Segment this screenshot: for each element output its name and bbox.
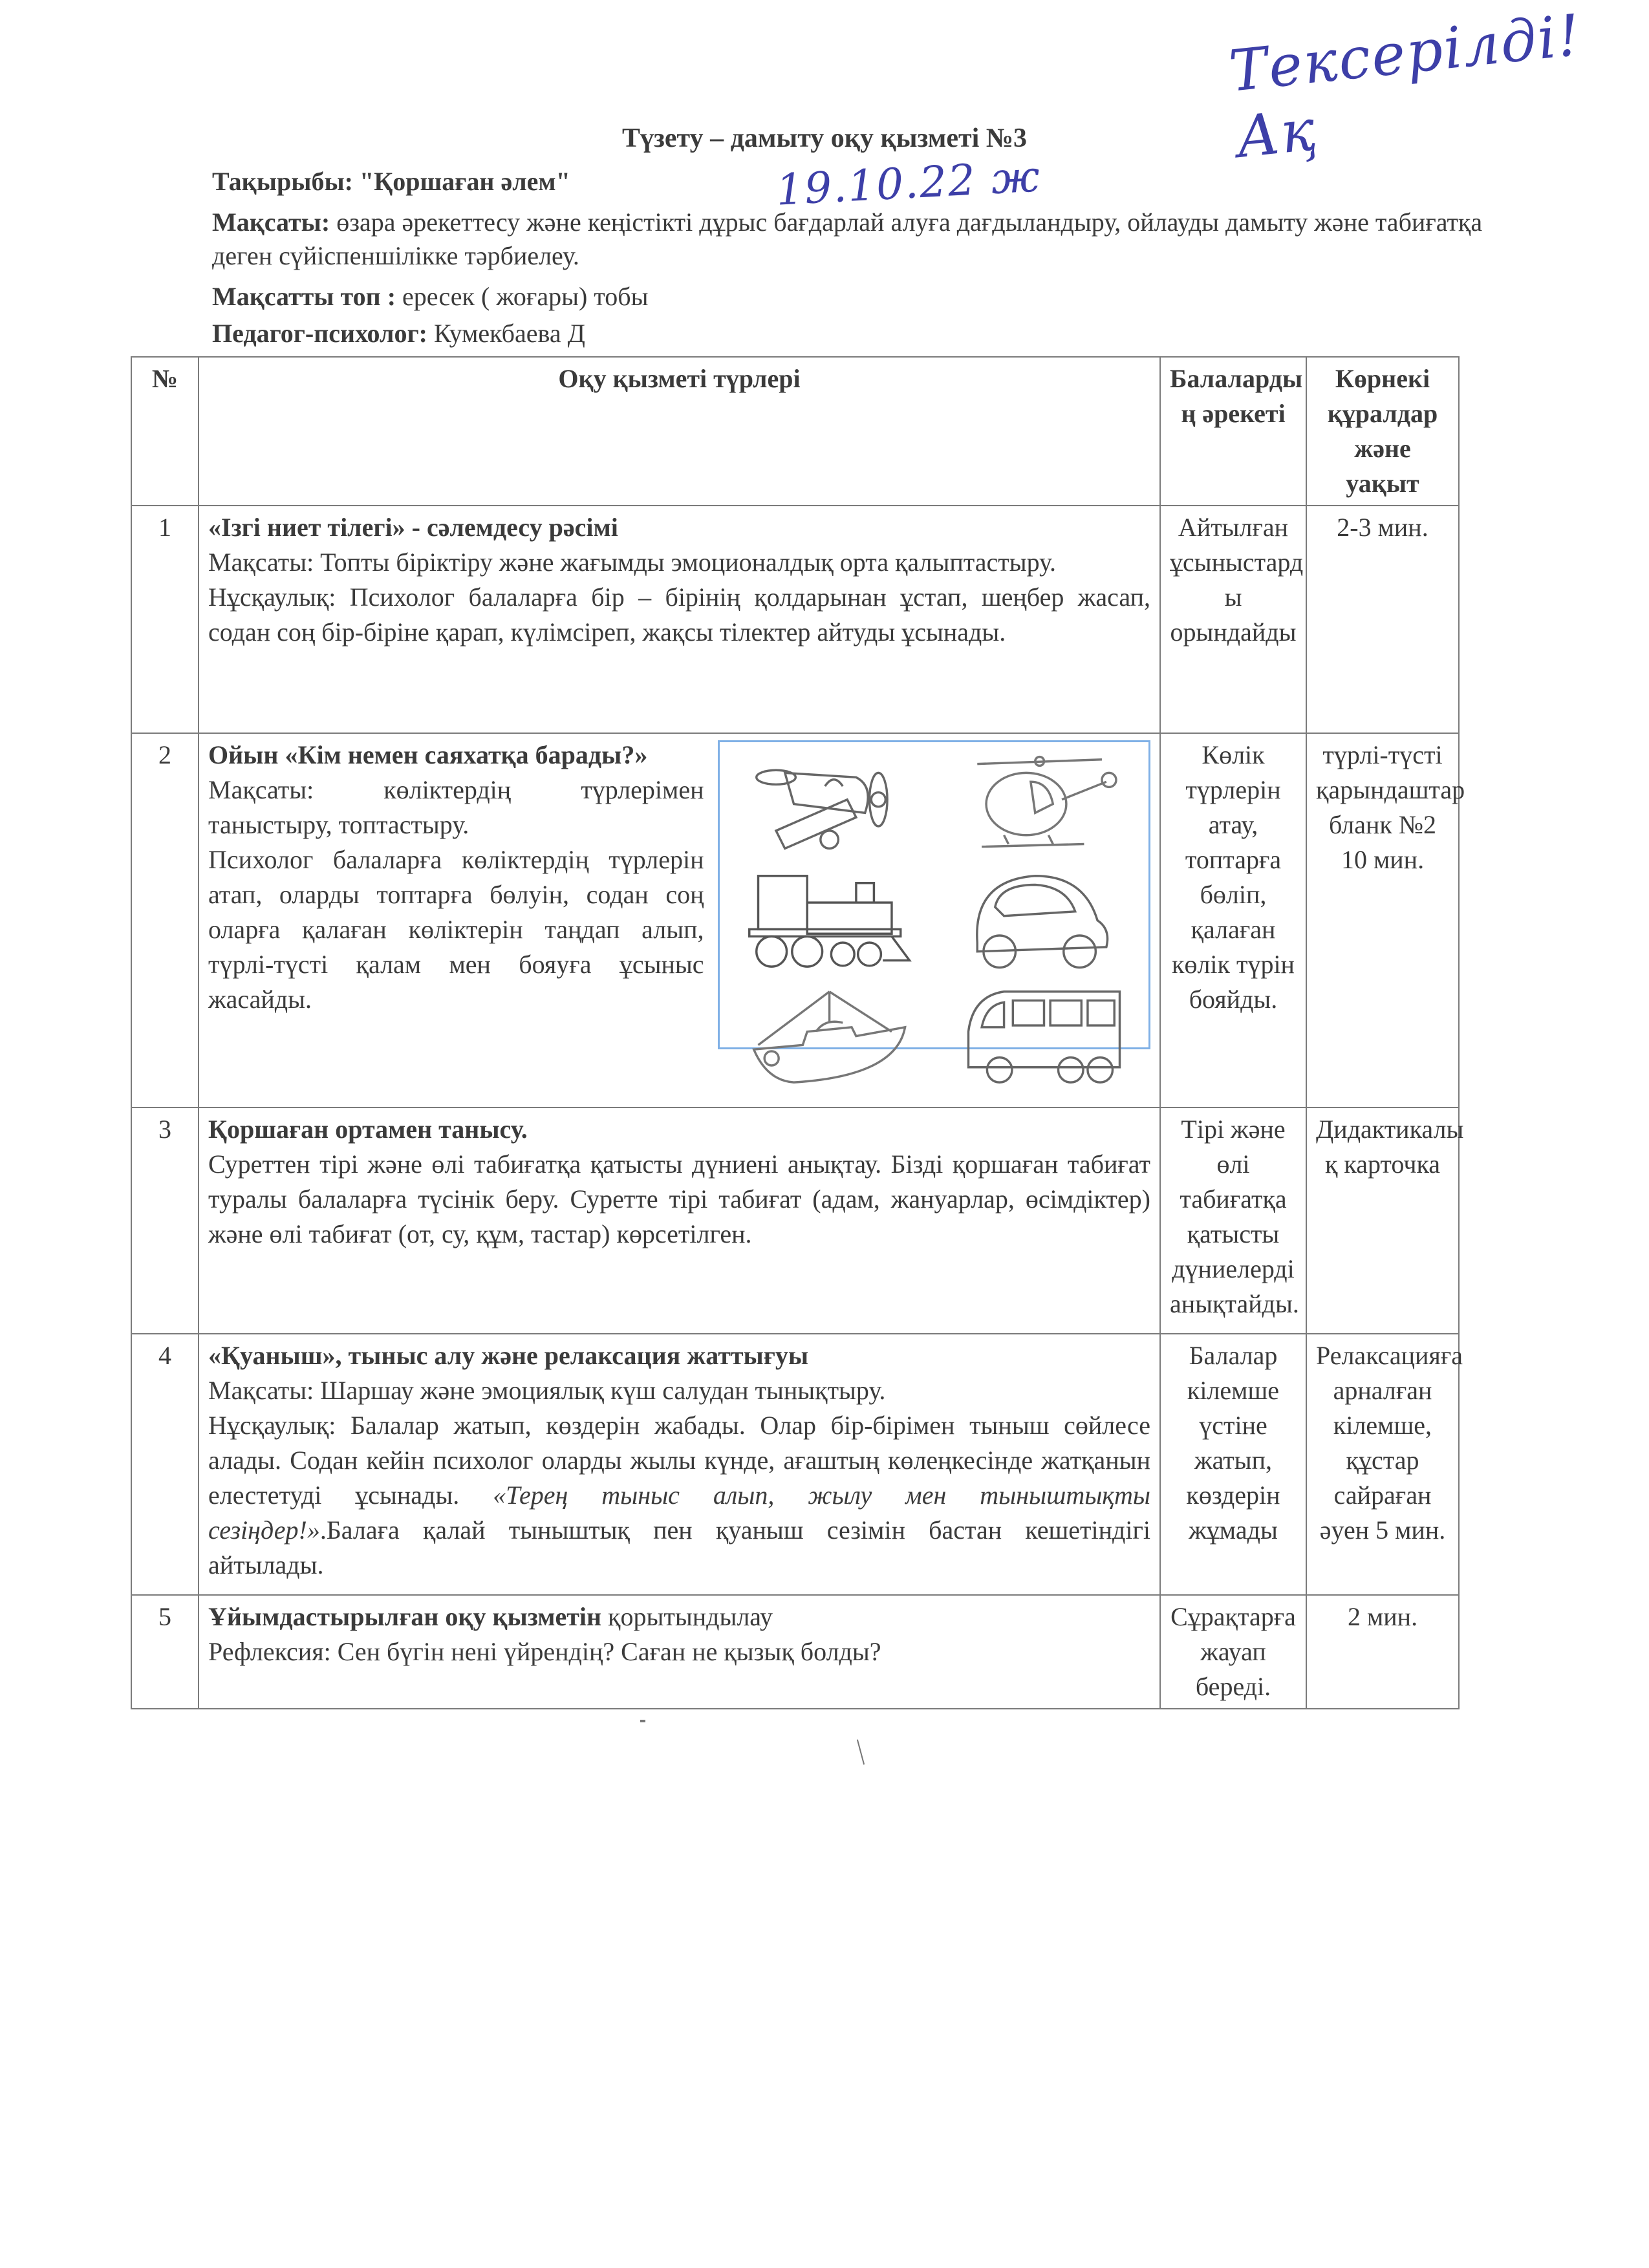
table-row bbox=[131, 1107, 1459, 1334]
row-number: 5 bbox=[131, 1595, 199, 1709]
activity-title-tail: қорытындылау bbox=[601, 1602, 773, 1631]
table-row bbox=[131, 506, 1459, 733]
aids-time: 2-3 мин. bbox=[1306, 506, 1459, 733]
table-row bbox=[131, 1595, 1459, 1709]
goal-value: өзара әрекеттесу және кеңістікті дұрыс бағдарлай алуға дағдыландыру, ойлауды дамыту және табиғатқа деген сүйіспеншілікке тәрбиелеу. bbox=[212, 208, 1483, 270]
instruction-tail: .Балаға қалай тыныштық пен қуаныш сезімін бастан кешетіндігі айтылады. bbox=[208, 1515, 1150, 1579]
handwritten-signature: Тексерілді! Ақ bbox=[1226, 1, 1585, 171]
activity-body: Рефлексия: Сен бүгін нені үйрендің? Саған не қызық болды? bbox=[208, 1637, 881, 1666]
handwritten-date: 19.10.22 ж bbox=[775, 151, 1042, 215]
children-action: Сұрақтарға жауап береді. bbox=[1160, 1595, 1306, 1709]
topic-value: "Қоршаған әлем" bbox=[353, 167, 570, 196]
topic-label: Тақырыбы: bbox=[212, 167, 353, 196]
bus-icon bbox=[934, 978, 1145, 1095]
aids-time: Релаксацияға арналған кілемше, құстар сайраған әуен 5 мин. bbox=[1306, 1334, 1459, 1595]
activity-title: «Қуаныш», тыныс алу және релаксация жаттығуы bbox=[208, 1341, 809, 1370]
column-header-activities: Оқу қызметі түрлері bbox=[199, 357, 1160, 506]
helicopter-icon bbox=[934, 746, 1145, 862]
activity-cell bbox=[199, 1595, 1160, 1709]
locomotive-icon bbox=[724, 862, 934, 979]
activity-cell bbox=[199, 1107, 1160, 1334]
goal-label: Мақсаты: bbox=[212, 208, 330, 237]
lesson-plan-table bbox=[131, 356, 1465, 1709]
row-number: 2 bbox=[131, 733, 199, 1107]
aids-time: түрлі-түсті қарындаштар бланк №2 10 мин. bbox=[1306, 733, 1459, 1107]
activity-cell bbox=[199, 1334, 1160, 1595]
children-action: Көлік түрлерін атау, топтарға бөліп, қалаған көлік түрін бояйды. bbox=[1160, 733, 1306, 1107]
psychologist-label: Педагог-психолог: bbox=[212, 319, 427, 348]
column-header-aids-time: Көрнекі құралдар және уақыт bbox=[1306, 357, 1459, 506]
instruction-quote: «Терең тыныс алып, жылу мен тыныштықты сезіңдер!» bbox=[208, 1481, 1150, 1545]
vehicles-coloring-image bbox=[718, 740, 1150, 1049]
row-number: 4 bbox=[131, 1334, 199, 1595]
row-number: 1 bbox=[131, 506, 199, 733]
column-header-children-action: Балаларды ң әрекеті bbox=[1160, 357, 1306, 506]
activity-title-line bbox=[208, 1599, 1150, 1634]
column-header-number: № bbox=[131, 357, 199, 506]
row-number: 3 bbox=[131, 1107, 199, 1334]
scan-artifact bbox=[640, 1720, 645, 1722]
airplane-icon bbox=[724, 746, 934, 862]
activity-goal: Мақсаты: Топты біріктіру және жағымды эмоционалдық орта қалыптастыру. bbox=[208, 548, 1057, 577]
activity-goal: Мақсаты: Шаршау және эмоциялық күш салудан тынықтыру. bbox=[208, 1376, 886, 1405]
car-icon bbox=[934, 862, 1145, 979]
psychologist-value: Кумекбаева Д bbox=[427, 319, 585, 348]
activity-body: Суреттен тірі және өлі табиғатқа қатысты дүниені анықтау. Бізді қоршаған табиғат туралы балаларға түсінік беру. Суретте тірі табиғат (адам, жануарлар, өсімдіктер) және өлі табиғат (от, су, құм, тастар) көрсетілген. bbox=[208, 1150, 1150, 1248]
activity-cell bbox=[199, 733, 1160, 1107]
activity-instruction: Психолог балаларға көліктердің түрлерін атап, оларды топтарға бөлуін, содан соң оларға қалаған көліктерін таңдап алып, түрлі-түсті қалам мен бояуға ұсыныс жасайды. bbox=[208, 845, 704, 1014]
activity-goal: Мақсаты: көліктердің түрлерімен таныстыру, топтастыру. bbox=[208, 775, 704, 839]
psychologist-line bbox=[212, 317, 1505, 350]
activity-title: Ойын «Кім немен саяхатқа барады?» bbox=[208, 740, 648, 769]
aids-time: Дидактикалы қ карточка bbox=[1306, 1107, 1459, 1334]
children-action: Айтылған ұсыныстард ы орындайды bbox=[1160, 506, 1306, 733]
aids-time: 2 мин. bbox=[1306, 1595, 1459, 1709]
activity-instruction: Нұсқаулық: Психолог балаларға бір – бірінің қолдарынан ұстап, шеңбер жасап, содан соң бір-біріне қарап, күлімсіреп, жақсы тілектер айтуды ұсынады. bbox=[208, 583, 1150, 647]
children-action: Балалар кілемше үстіне жатып, көздерін жұмады bbox=[1160, 1334, 1306, 1595]
group-label: Мақсатты топ : bbox=[212, 282, 396, 311]
activity-instruction bbox=[208, 1408, 1150, 1583]
group-value: ересек ( жоғары) тобы bbox=[396, 282, 649, 311]
activity-cell bbox=[199, 506, 1160, 733]
table-header-row bbox=[131, 357, 1459, 506]
table-row bbox=[131, 733, 1459, 1107]
boat-icon bbox=[724, 978, 934, 1095]
group-line bbox=[212, 280, 1505, 314]
instruction-text: Нұсқаулық: Балалар жатып, көздерін жабады. Олар бір-бірімен тыныш сөйлесе алады. Содан кейін психолог оларды жылы күнде, ағаштың көлеңкесінде жатқанын елестетуді ұсынады. bbox=[208, 1411, 1150, 1510]
scan-artifact bbox=[857, 1739, 865, 1764]
table-row bbox=[131, 1334, 1459, 1595]
children-action: Тірі және өлі табиғатқа қатысты дүниелерді анықтайды. bbox=[1160, 1107, 1306, 1334]
activity-title: Ұйымдастырылған оқу қызметін bbox=[208, 1602, 602, 1631]
topic-line bbox=[212, 165, 1505, 198]
activity-title: «Ізгі ниет тілегі» - сәлемдесу рәсімі bbox=[208, 513, 618, 542]
activity-title: Қоршаған ортамен танысу. bbox=[208, 1115, 528, 1144]
document-title: Түзету – дамыту оқу қызметі №3 bbox=[621, 123, 1028, 153]
goal-line bbox=[212, 206, 1505, 273]
